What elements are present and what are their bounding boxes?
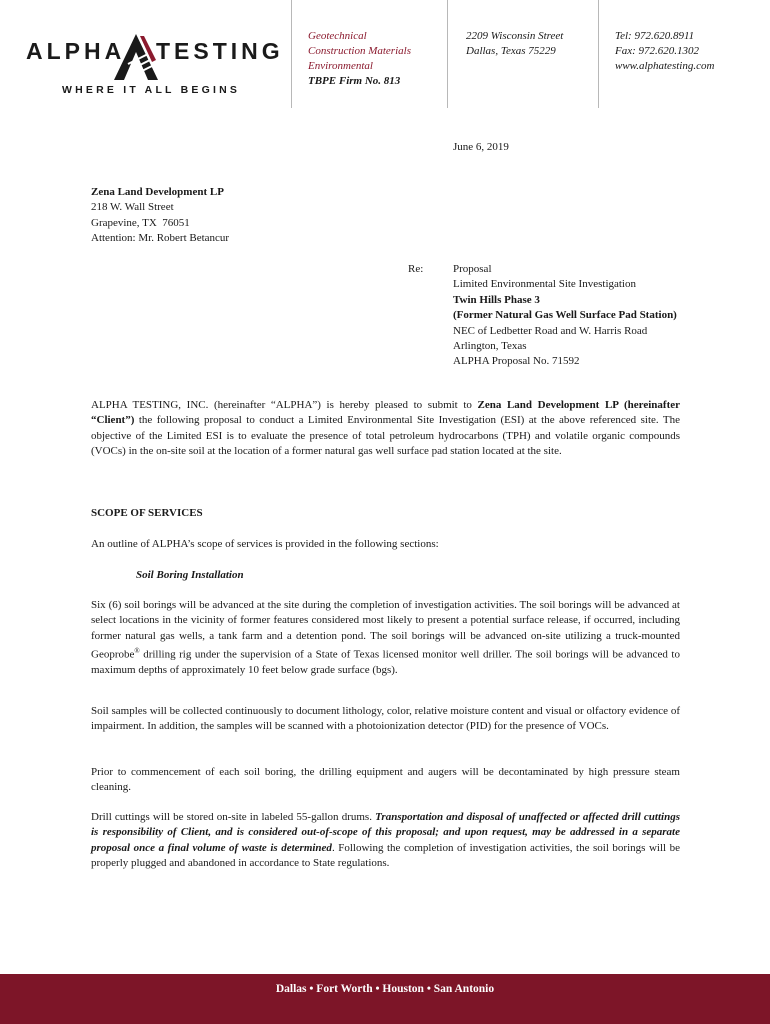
scope-p4-text-a: Drill cuttings will be stored on-site in labeled 55-gallon drums. <box>91 811 376 823</box>
re-line-investigation: Limited Environmental Site Investigation <box>453 278 636 291</box>
service-construction-materials: Construction Materials <box>308 45 411 57</box>
re-line-project: Twin Hills Phase 3 <box>453 293 540 306</box>
header-address <box>466 29 563 59</box>
recipient-city: Grapevine, TX 76051 <box>91 216 190 229</box>
scope-subheading: Soil Boring Installation <box>136 569 244 581</box>
header-divider-2 <box>447 0 448 108</box>
contact-website: www.alphatesting.com <box>615 60 715 72</box>
re-block <box>453 262 753 370</box>
scope-p1-text-a: Six (6) soil borings will be advanced at the site during the completion of investigation activities. The soil borings will be advanced at select locations in the vicinity of former features considered most likely to present a potential surface release, if occurred, including former natural gas wells, a tank farm and a detention pond. The soil borings will be advanced on-site utilizing a truck-mounted Geoprobe <box>91 599 680 661</box>
logo-tagline: WHERE IT ALL BEGINS <box>62 84 241 96</box>
footer-band <box>0 974 770 1024</box>
service-geotechnical: Geotechnical <box>308 30 367 42</box>
company-logo <box>26 30 284 100</box>
header-divider-1 <box>291 0 292 108</box>
footer-locations: Dallas • Fort Worth • Houston • San Antonio <box>275 983 495 995</box>
scope-p4-disclaimer: Transportation and disposal of unaffected or affected drill cuttings is responsibility of Client, and is considered out-of-scope of this proposal; and upon request, may be addressed in a separate proposal once a final volume of waste is determined <box>91 811 680 854</box>
scope-p4-text-c: . Following the completion of investigation activities, the soil borings will be properly plugged and abandoned in accordance to State regulations. <box>91 841 680 870</box>
intro-text-c: the following proposal to conduct a Limited Environmental Site Investigation (ESI) at the above referenced site. The objective of the Limited ESI is to evaluate the presence of total petroleum hydrocarbons (TPH) and volatile organic compounds (VOCs) in the on-site soil at the location of a former natural gas well surface pad station located at the site. <box>91 414 680 458</box>
scope-paragraph-3: Prior to commencement of each soil boring, the drilling equipment and augers will be decontaminated by high pressure steam cleaning. <box>91 766 680 794</box>
address-city: Dallas, Texas 75229 <box>466 45 556 57</box>
intro-text-a: ALPHA TESTING, INC. (hereinafter “ALPHA”) is hereby pleased to submit to <box>91 399 478 411</box>
header-services <box>308 29 411 89</box>
firm-number: TBPE Firm No. 813 <box>308 75 401 87</box>
recipient-attention: Attention: Mr. Robert Betancur <box>91 232 230 245</box>
scope-heading: SCOPE OF SERVICES <box>91 507 203 519</box>
re-line-former-station: (Former Natural Gas Well Surface Pad Station) <box>453 309 677 322</box>
re-label: Re: <box>408 263 424 275</box>
scope-paragraph-1 <box>91 598 680 679</box>
re-line-location: NEC of Ledbetter Road and W. Harris Road <box>453 324 648 337</box>
scope-paragraph-4 <box>91 810 680 872</box>
header-contact <box>615 29 714 74</box>
recipient-street: 218 W. Wall Street <box>91 201 174 214</box>
scope-paragraph-2: Soil samples will be collected continuously to document lithology, color, relative moisture content and visual or olfactory evidence of impairment. In addition, the samples will be scanned with a photoionization detector (PID) for the presence of VOCs. <box>91 705 680 733</box>
contact-fax: Fax: 972.620.1302 <box>615 45 700 57</box>
intro-paragraph <box>91 398 680 460</box>
header-divider-3 <box>598 0 599 108</box>
recipient-block <box>91 185 229 247</box>
re-line-proposal-no: ALPHA Proposal No. 71592 <box>453 355 580 368</box>
re-line-proposal: Proposal <box>453 263 492 275</box>
intro-client-name: Zena Land Development LP (hereinafter “Client”) <box>91 399 681 427</box>
scope-outline: An outline of ALPHA’s scope of services is provided in the following sections: <box>91 538 439 550</box>
re-line-city: Arlington, Texas <box>453 340 527 353</box>
recipient-name: Zena Land Development LP <box>91 186 224 198</box>
registered-mark: ® <box>134 647 140 656</box>
service-environmental: Environmental <box>308 60 373 72</box>
address-street: 2209 Wisconsin Street <box>466 30 564 42</box>
letter-date: June 6, 2019 <box>453 141 509 153</box>
logo-a-mark-icon <box>112 32 160 82</box>
logo-word-alpha: ALPHA <box>26 38 126 64</box>
contact-phone: Tel: 972.620.8911 <box>615 30 695 42</box>
scope-p1-text-b: drilling rig under the supervision of a State of Texas licensed monitor well driller. The soil borings will be advanced to maximum depths of approximately 10 feet below grade surface (bgs). <box>91 648 680 677</box>
logo-word-testing: TESTING <box>156 38 284 64</box>
